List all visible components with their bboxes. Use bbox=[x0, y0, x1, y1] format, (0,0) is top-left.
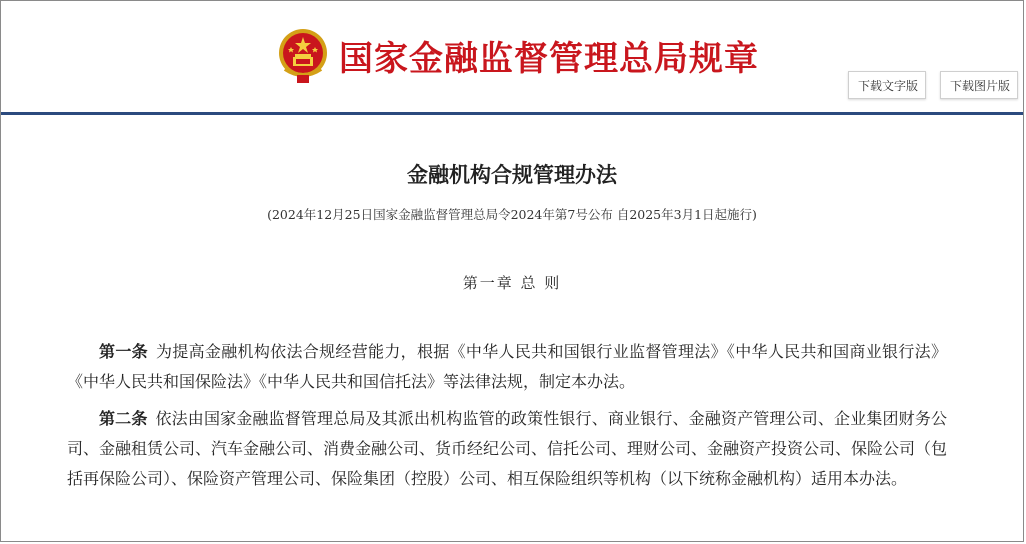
document-subtitle: (2024年12月25日国家金融监督管理总局令2024年第7号公布 自2025年3月1日起施行) bbox=[267, 207, 757, 222]
national-emblem-icon bbox=[277, 27, 329, 85]
article-paragraph bbox=[67, 337, 947, 397]
article-label: 第二条 bbox=[99, 409, 148, 428]
download-image-button[interactable]: 下载图片版 bbox=[940, 71, 1018, 99]
document-title: 金融机构合规管理办法 bbox=[407, 162, 617, 187]
article-text: 依法由国家金融监督管理总局及其派出机构监管的政策性银行、商业银行、金融资产管理公司、企业集团财务公司、金融租赁公司、汽车金融公司、消费金融公司、货币经纪公司、信托公司、理财公司、金融资产投资公司、保险公司（包括再保险公司）、保险资产管理公司、保险集团（控股）公司、相互保险组织等机构（以下统称金融机构）适用本办法。 bbox=[67, 409, 948, 488]
page-header bbox=[1, 1, 1023, 113]
header-title: 国家金融监督管理总局规章 bbox=[339, 39, 759, 79]
article-paragraph bbox=[67, 404, 947, 494]
download-text-button[interactable]: 下载文字版 bbox=[848, 71, 926, 99]
article-label: 第一条 bbox=[99, 342, 148, 361]
header-divider bbox=[1, 112, 1023, 115]
article-text: 为提高金融机构依法合规经营能力，根据《中华人民共和国银行业监督管理法》《中华人民共和国商业银行法》《中华人民共和国保险法》《中华人民共和国信托法》等法律法规，制定本办法。 bbox=[67, 342, 947, 391]
chapter-heading: 第一章 总 则 bbox=[462, 274, 562, 292]
